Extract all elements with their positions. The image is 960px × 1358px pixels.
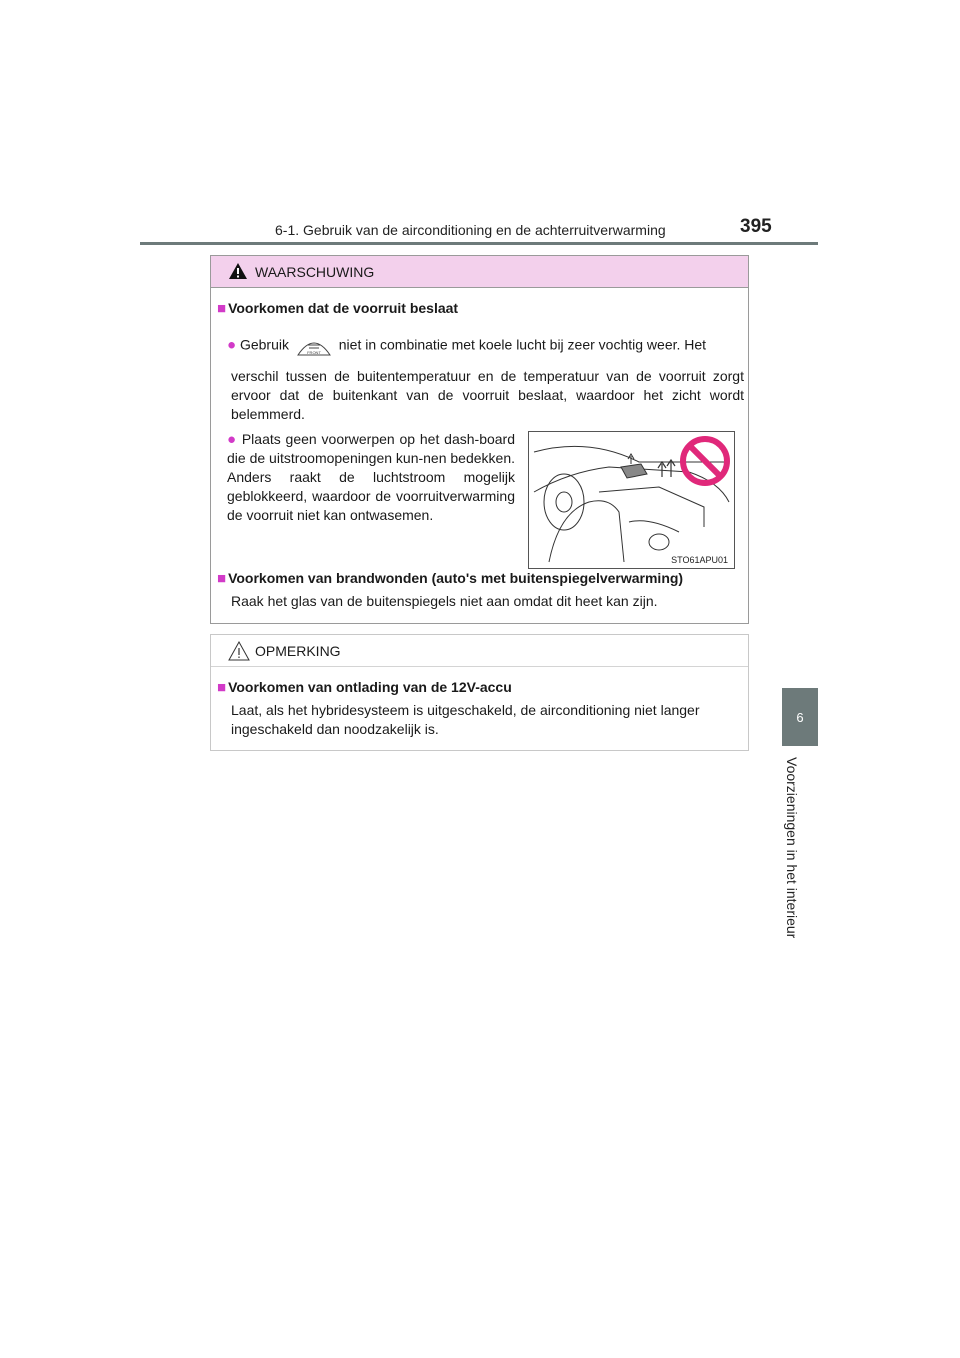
section-heading: ■ Voorkomen van ontlading van de 12V-accu [217,679,512,696]
section-text: Laat, als het hybridesysteem is uitgeschakeld, de airconditioning niet langer ingeschakeld dan noodzakelijk is. [231,702,700,737]
bullet-continued-text: verschil tussen de buitentemperatuur en de temperatuur van de voorruit zorgt ervoor dat de buitenkant van de voorruit beslaat, waardoor het zicht wordt belemmerd. [231,368,744,422]
caution-triangle-icon [228,641,250,661]
section-heading: ■ Voorkomen dat de voorruit beslaat [217,300,459,317]
dashboard-illustration [528,431,735,569]
warning-triangle-icon [228,262,248,280]
warning-box [210,255,749,624]
section-title: Voorkomen van ontlading van de 12V-accu [228,679,512,695]
chapter-tab: 6 [782,688,818,746]
bullet-dot: ● [227,431,237,448]
bullet-text: Gebruik [239,336,289,353]
section-text: Raak het glas van de buitenspiegels niet aan omdat dit heet kan zijn. [231,593,658,609]
notice-box [210,634,749,751]
windshield-defogger-button-icon [296,335,332,357]
notice-header [211,635,748,667]
section-title: Voorkomen dat de voorruit beslaat [228,300,459,316]
svg-text:FRONT: FRONT [306,350,321,355]
warning-title: WAARSCHUWING [255,264,375,280]
bullet-text: Plaats geen voorwerpen op het dash-board die de uitstroomopeningen kun-nen bedekken. Anders raakt de luchtstroom mogelijk geblokkeerd, waardoor de voorruitverwarming de voorruit niet kan ontwasemen. [227,431,516,523]
bullet-item [227,430,515,525]
page-number: 395 [740,216,772,237]
running-header: 6-1. Gebruik van de airconditioning en de achterruitverwarming [275,222,666,238]
chapter-label: Voorzieningen in het interieur [784,757,800,939]
bullet-dot: ● [227,336,237,354]
figure-label: STO61APU01 [671,555,728,565]
bullet-text: niet in combinatie met koele lucht bij zeer vochtig weer. Het [338,336,707,353]
warning-header [211,256,748,288]
header-rule [140,242,818,245]
prohibition-icon [679,435,731,487]
section-title: Voorkomen van brandwonden (auto's met buitenspiegelverwarming) [228,570,684,586]
notice-title: OPMERKING [255,643,341,659]
bullet-item [227,335,744,357]
section-heading: ■ Voorkomen van brandwonden (auto's met buitenspiegelverwarming) [217,570,684,587]
